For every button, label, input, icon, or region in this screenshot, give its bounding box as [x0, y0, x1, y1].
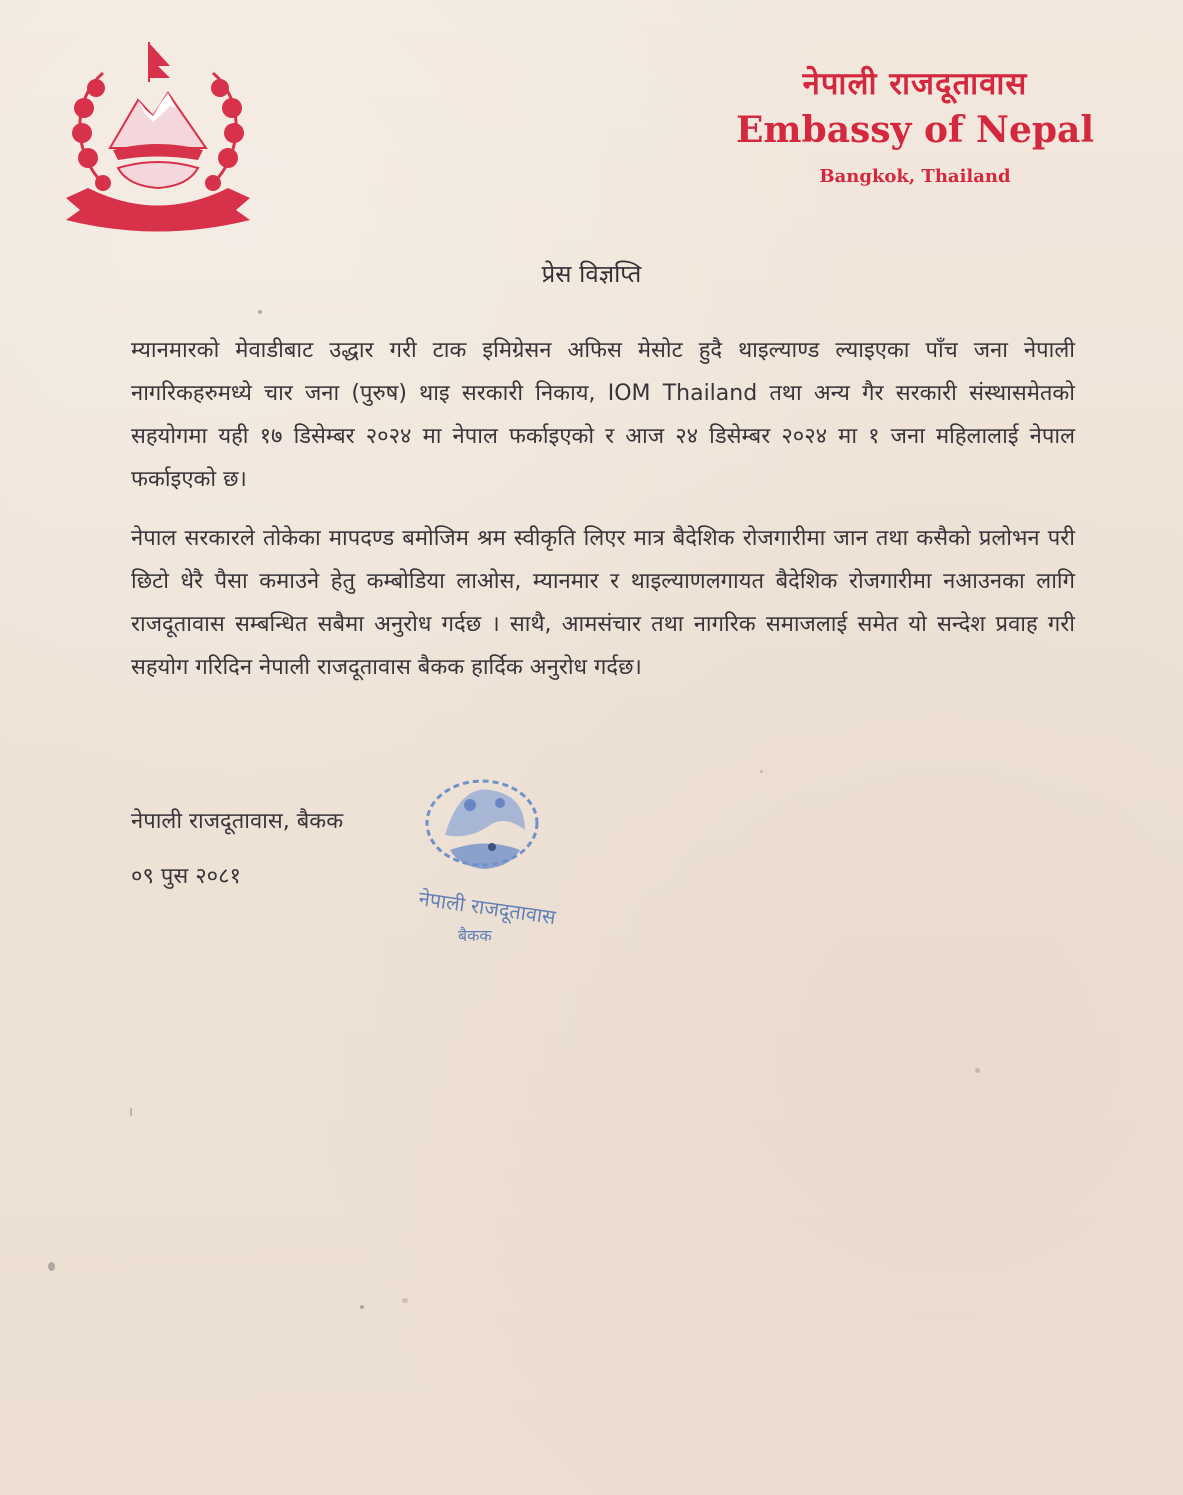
paper-speck: [360, 1305, 364, 1309]
paper-speck: [258, 310, 262, 314]
coat-of-arms-icon: [58, 38, 258, 233]
paper-speck: [48, 1262, 55, 1271]
letterhead: [685, 64, 1105, 190]
signature-office: नेपाली राजदूतावास, बैकक: [131, 809, 344, 834]
embassy-name-nepali: नेपाली राजदूतावास: [802, 66, 1028, 102]
paper-speck: [402, 1298, 408, 1303]
seal-emblem-icon: [400, 745, 560, 950]
nepal-coat-of-arms-emblem: [58, 38, 258, 233]
embassy-name-english: Embassy of Nepal: [735, 109, 1095, 151]
paper-speck: [760, 770, 763, 773]
signature-date: ०९ पुस २०८१: [131, 864, 241, 889]
office-seal-stamp: [400, 745, 560, 950]
paragraph-2: नेपाल सरकारले तोकेका मापदण्ड बमोजिम श्रम स्वीकृति लिएर मात्र बैदेशिक रोजगारीमा जान तथा कसैको प्रलोभन परी छिटो धेरै पैसा कमाउने हेतु कम्बोडिया लाओस, म्यानमार र थाइल्याणलगायत बैदेशिक रोजगारीमा नआउनका लागि राजदूतावास सम्बन्धित सबैमा अनुरोध गर्दछ । साथै, आमसंचार तथा नागरिक समाजलाई समेत यो सन्देश प्रवाह गरी सहयोग गरिदिन नेपाली राजदूतावास बैकक हार्दिक अनुरोध गर्दछ।: [131, 526, 1075, 680]
embassy-location: Bangkok, Thailand: [819, 166, 1011, 187]
document-title: प्रेस विज्ञप्ति: [541, 260, 642, 288]
seal-text-line2: बैकक: [458, 926, 492, 945]
paper-speck: [975, 1068, 980, 1073]
paragraph-1: म्यानमारको मेवाडीबाट उद्धार गरी टाक इमिग्रेसन अफिस मेसोट हुदै थाइल्याण्ड ल्याइएका पाँच जना नेपाली नागरिकहरुमध्ये चार जना (पुरुष) थाइ सरकारी निकाय, IOM Thailand तथा अन्य गैर सरकारी संस्थासमेतको सहयोगमा यही १७ डिसेम्बर २०२४ मा नेपाल फर्काइएको र आज २४ डिसेम्बर २०२४ मा १ जना महिलालाई नेपाल फर्काइएको छ।: [131, 338, 1075, 492]
seal-text-line1: नेपाली राजदूतावास: [417, 886, 558, 930]
paper-speck: [130, 1108, 132, 1116]
signature-block: [131, 794, 343, 904]
